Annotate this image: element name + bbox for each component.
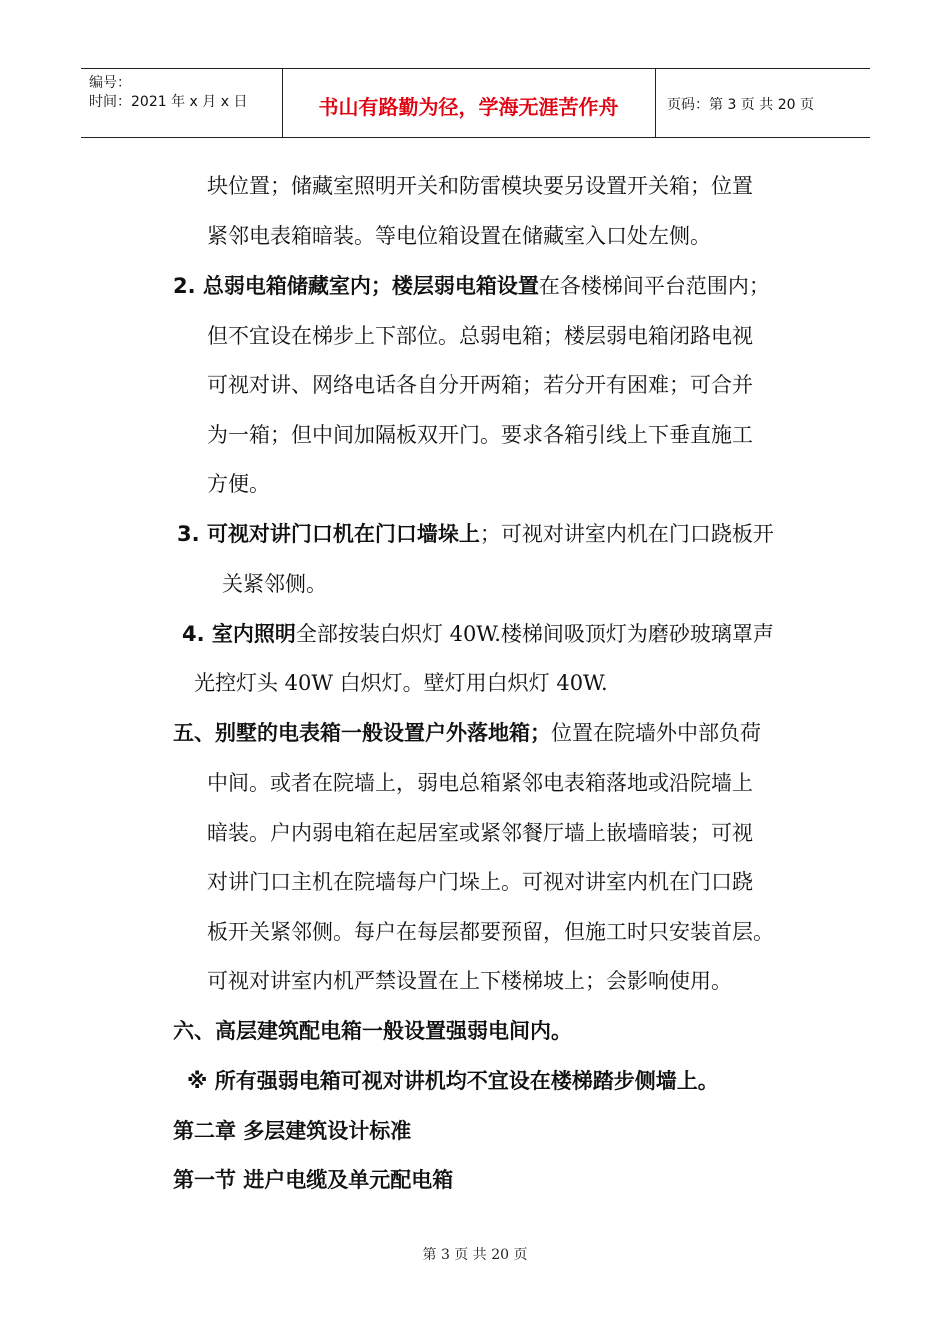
list-item-text: ；可视对讲室内机在门口跷板开	[479, 522, 774, 546]
list-item-text: 在各楼梯间平台范围内；	[538, 274, 770, 298]
paragraph-line: 中间。或者在院墙上，弱电总箱紧邻电表箱落地或沿院墙上	[207, 771, 753, 795]
page-footer: 第 3 页 共 20 页	[422, 1247, 528, 1263]
paragraph-line: 方便。	[207, 472, 270, 496]
list-item-text: 全部按装白炽灯 40W.楼梯间吸顶灯为磨砂玻璃罩声	[295, 622, 774, 646]
list-item-heading: 4. 室内照明	[182, 622, 296, 646]
chapter-heading: 第二章 多层建筑设计标准	[173, 1119, 412, 1143]
paragraph-line: 可视对讲、网络电话各自分开两箱；若分开有困难；可合并	[207, 373, 753, 397]
paragraph-line: 紧邻电表箱暗装。等电位箱设置在储藏室入口处左侧。	[207, 224, 711, 248]
section-text: 位置在院墙外中部负荷	[551, 721, 761, 745]
paragraph-line: 光控灯头 40W 白炽灯。壁灯用白炽灯 40W.	[194, 671, 608, 695]
list-item-heading: 3. 可视对讲门口机在门口墙垛上	[177, 522, 480, 546]
header-page-number: 页码：第 3 页 共 20 页	[667, 97, 814, 113]
paragraph-line: 对讲门口主机在院墙每户门垛上。可视对讲室内机在门口跷	[207, 870, 753, 894]
list-item-3	[177, 519, 774, 549]
note-line: ※ 所有强弱电箱可视对讲机均不宜设在楼梯踏步侧墙上。	[187, 1069, 719, 1093]
document-code-label: 编号：	[89, 75, 131, 91]
section-5	[173, 718, 761, 748]
list-item-heading: 2. 总弱电箱储藏室内；楼层弱电箱设置	[173, 274, 539, 298]
document-date: 时间：2021 年 x 月 x 日	[89, 94, 248, 110]
section-heading: 五、别墅的电表箱一般设置户外落地箱；	[173, 721, 551, 745]
paragraph-line: 为一箱；但中间加隔板双开门。要求各箱引线上下垂直施工	[207, 423, 753, 447]
section-heading: 第一节 进户电缆及单元配电箱	[173, 1168, 454, 1192]
paragraph-line: 暗装。户内弱电箱在起居室或紧邻餐厅墙上嵌墙暗装；可视	[207, 821, 753, 845]
paragraph-line: 但不宜设在梯步上下部位。总弱电箱；楼层弱电箱闭路电视	[207, 324, 753, 348]
list-item-2	[173, 271, 770, 301]
paragraph-line: 块位置；储藏室照明开关和防雷模块要另设置开关箱；位置	[207, 174, 753, 198]
header-motto: 书山有路勤为径，学海无涯苦作舟	[318, 95, 619, 119]
paragraph-line: 可视对讲室内机严禁设置在上下楼梯坡上；会影响使用。	[207, 969, 732, 993]
paragraph-line: 关紧邻侧。	[222, 572, 327, 596]
list-item-4	[182, 619, 774, 649]
paragraph-line: 板开关紧邻侧。每户在每层都要预留，但施工时只安装首层。	[207, 920, 774, 944]
section-6-heading: 六、高层建筑配电箱一般设置强弱电间内。	[173, 1019, 572, 1043]
